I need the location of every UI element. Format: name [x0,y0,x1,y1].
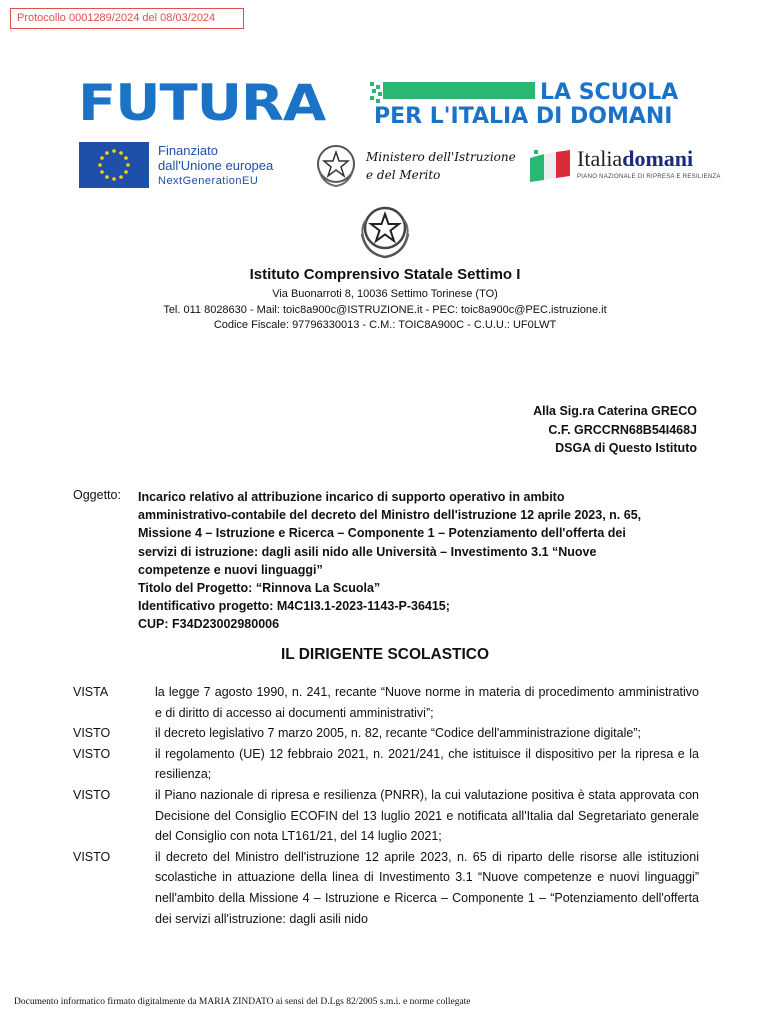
vista-key: VISTO [73,726,111,741]
scuola-title: LA SCUOLA [540,80,679,105]
subject-text [138,488,698,634]
section-heading: IL DIRIGENTE SCOLASTICO [280,646,490,663]
subject-line: amministrativo-contabile del decreto del Ministro dell'istruzione 12 aprile 2023, n. 65, [138,508,642,523]
vista-item [73,785,699,847]
digital-signature-footer: Documento informatico firmato digitalmente da MARIA ZINDATO ai sensi del D.Lgs 82/2005 s.m.i. e norme collegate [14,997,471,1007]
eu-flag-icon [79,142,149,188]
subject-line: Identificativo progetto: M4C1I3.1-2023-1143-P-36415; [138,599,450,614]
subject-line: Titolo del Progetto: “Rinnova La Scuola” [138,581,381,596]
green-bar [383,82,535,99]
vista-item [73,682,699,723]
eu-line3: NextGenerationEU [158,175,259,187]
vista-item [73,744,699,785]
school-contacts: Tel. 011 8028630 - Mail: toic8a900c@ISTRUZIONE.it - PEC: toic8a900c@PEC.istruzione.it [163,304,607,316]
vista-item [73,847,699,929]
protocol-stamp: Protocollo 0001289/2024 del 08/03/2024 [10,8,244,29]
italia-text: Italia [577,146,623,171]
subject-line: Incarico relativo al attribuzione incarico di supporto operativo in ambito [138,490,565,504]
republic-emblem-large-icon [356,200,414,260]
recipient-role: DSGA di Questo Istituto [555,441,697,455]
futura-logo: FUTURA [78,74,326,132]
ministry-label [366,148,516,184]
subject-line: Missione 4 – Istruzione e Ricerca – Componente 1 – Potenziamento dell'offerta dei [138,526,626,541]
vista-text: la legge 7 agosto 1990, n. 241, recante “Nuove norme in materia di procedimento amministrativo e di diritto di accesso ai documenti amministrativi”; [155,685,699,720]
vista-item [73,723,699,744]
domani-text: domani [622,146,694,171]
vista-text: il Piano nazionale di ripresa e resilienza (PNRR), la cui valutazione positiva è stata approvata con Decisione del Consiglio ECOFIN del 13 luglio 2021 e notificata all'Italia dal Segretariato generale del Consiglio con nota LT161/21, del 14 luglio 2021; [155,787,699,844]
vista-key: VISTO [73,849,111,864]
vista-text: il decreto del Ministro dell'istruzione 12 aprile 2023, n. 65 di riparto delle risorse alle istituzioni scolastiche in attuazione della linea di Investimento 3.1 “Nuove competenze e nuovi linguaggi” nell'ambito della Missione 4 – Istruzione e Ricerca – Componente 1 – “Potenziamento dell'offerta dei servizi all'istruzione: dagli asili nido [155,849,699,926]
ministry-line2: e del Merito [366,168,441,182]
school-name: Istituto Comprensivo Statale Settimo I [249,266,521,283]
scuola-subtitle: PER L'ITALIA DI DOMANI [374,104,673,129]
vista-key: VISTO [73,787,111,802]
subject-line: competenze e nuovi linguaggi” [138,562,323,577]
vista-key: VISTO [73,746,111,761]
recipient-name: Alla Sig.ra Caterina GRECO [533,404,697,418]
subject-line: CUP: F34D23002980006 [138,617,280,632]
italiadomani-logo [577,146,693,172]
ministry-line1: Ministero dell'Istruzione [366,150,516,164]
italia-flag-icon [530,150,572,182]
futura-banner [78,74,700,132]
vista-text: il decreto legislativo 7 marzo 2005, n. 82, recante “Codice dell'amministrazione digitale”; [155,726,641,741]
school-codes: Codice Fiscale: 97796330013 - C.M.: TOIC8A900C - C.U.U.: UF0LWT [213,319,557,331]
subject-label: Oggetto: [73,488,121,502]
school-address: Via Buonarroti 8, 10036 Settimo Torinese (TO) [272,288,498,300]
pixel-pattern-icon [370,82,384,104]
vista-list [73,682,699,929]
recipient-cf: C.F. GRCCRN68B54I468J [548,422,697,437]
subject-line: servizi di istruzione: dagli asili nido alle Università – Investimento 3.1 “Nuove [138,544,597,559]
eu-line2: dall'Unione europea [158,158,274,173]
eu-funding-text [158,143,273,189]
republic-emblem-icon [313,140,359,190]
piano-nazionale: PIANO NAZIONALE DI RIPRESA E RESILIENZA [577,174,721,180]
vista-key: VISTA [73,685,109,699]
vista-text: il regolamento (UE) 12 febbraio 2021, n. 2021/241, che istituisce il dispositivo per la ripresa e la resilienza; [155,746,699,782]
recipient-block [533,402,697,458]
eu-line1: Finanziato [158,143,218,158]
